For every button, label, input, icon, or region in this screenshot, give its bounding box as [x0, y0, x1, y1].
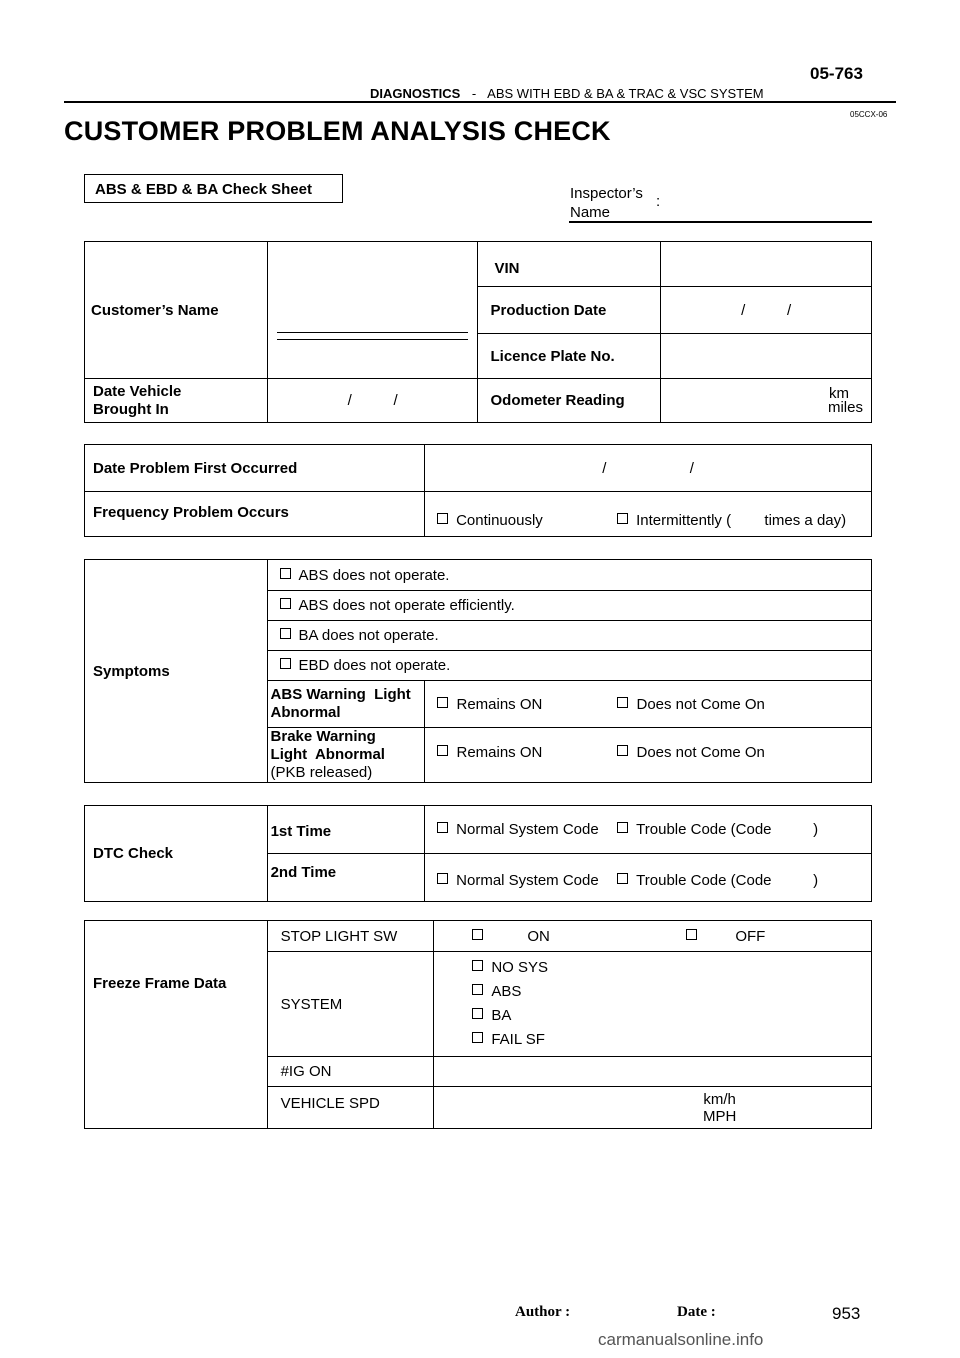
check-sheet-label: ABS & EBD & BA Check Sheet — [84, 174, 343, 203]
odometer-field[interactable] — [661, 379, 872, 423]
date-first-occurred-field[interactable]: / / — [425, 445, 872, 492]
dtc-first-options — [425, 806, 872, 854]
opt-does-not-come-on[interactable] — [617, 744, 764, 761]
trouble-code-label: Trouble Code (Code ) — [636, 821, 819, 838]
trouble-code-label: Trouble Code (Code ) — [636, 872, 819, 889]
symptom-item[interactable] — [267, 591, 871, 621]
dtc-check-table — [84, 805, 872, 902]
ig-on-field[interactable] — [434, 1057, 872, 1087]
checkbox-icon[interactable] — [437, 745, 448, 756]
system-options — [434, 952, 872, 1057]
system-option[interactable] — [472, 1004, 865, 1028]
normal-code-label: Normal System Code — [456, 872, 599, 889]
page-code: 05-763 — [810, 64, 863, 83]
page-number: 953 — [832, 1304, 861, 1323]
date-label: Date : — [677, 1304, 716, 1320]
production-date-field[interactable]: / / — [661, 287, 872, 334]
symptom-text: BA does not operate. — [298, 627, 439, 644]
opt-continuously-label: Continuously — [456, 511, 543, 529]
on-label: ON — [527, 927, 550, 945]
system-option[interactable] — [472, 980, 865, 1004]
unit-km: km — [829, 384, 849, 402]
abs-warning-line1: ABS Warning Light — [270, 686, 411, 703]
problem-occurrence-table — [84, 444, 872, 537]
opt-continuously[interactable] — [431, 512, 617, 529]
symptom-text: ABS does not operate efficiently. — [298, 597, 515, 614]
inspector-name-label — [570, 184, 643, 222]
vehicle-spd-field[interactable] — [434, 1087, 872, 1129]
opt-does-not-come-on[interactable] — [617, 696, 764, 713]
ig-on-label: #IG ON — [267, 1057, 434, 1087]
frequency-field — [425, 492, 872, 537]
brake-warning-line2: Light Abnormal — [270, 746, 385, 763]
freeze-frame-table — [84, 920, 872, 1129]
vehicle-spd-label: VEHICLE SPD — [267, 1087, 434, 1129]
system-option-label: ABS — [491, 983, 522, 1000]
checkbox-icon[interactable] — [472, 984, 483, 995]
checkbox-icon[interactable] — [437, 822, 448, 833]
customer-name-field[interactable] — [267, 242, 478, 379]
inspector-name-field[interactable] — [569, 221, 872, 223]
checkbox-icon[interactable] — [437, 513, 448, 524]
customer-info-table — [84, 241, 872, 423]
watermark: carmanualsonline.info — [598, 1330, 764, 1349]
doc-id: 05CCX-06 — [850, 110, 888, 119]
opt-remains-on[interactable] — [431, 696, 617, 713]
inspector-label-line1: Inspector’s — [570, 185, 643, 202]
opt-trouble-code[interactable] — [617, 821, 818, 838]
does-not-come-on-label: Does not Come On — [636, 695, 765, 713]
stop-light-label: STOP LIGHT SW — [267, 921, 434, 952]
abs-warning-line2: Abnormal — [270, 704, 341, 721]
does-not-come-on-label: Does not Come On — [636, 744, 765, 761]
checkbox-icon[interactable] — [472, 1008, 483, 1019]
symptom-item[interactable] — [267, 621, 871, 651]
page-title: CUSTOMER PROBLEM ANALYSIS CHECK — [64, 116, 611, 146]
remains-on-label: Remains ON — [456, 744, 543, 761]
opt-trouble-code[interactable] — [617, 872, 818, 889]
checkbox-icon[interactable] — [617, 873, 628, 884]
brake-warning-line1: Brake Warning — [270, 728, 376, 745]
production-date-label: Production Date — [478, 287, 661, 334]
vin-label: VIN — [478, 242, 661, 287]
section-name: DIAGNOSTICS — [370, 86, 461, 101]
inspector-label-line2: Name — [570, 204, 611, 221]
double-rule — [277, 332, 469, 340]
checkbox-icon[interactable] — [437, 873, 448, 884]
system-option-label: BA — [491, 1007, 512, 1024]
checkbox-icon[interactable] — [280, 568, 291, 579]
date-brought-line1: Date Vehicle — [93, 382, 182, 400]
checkbox-icon[interactable] — [437, 697, 448, 708]
normal-code-label: Normal System Code — [456, 821, 599, 838]
checkbox-icon[interactable] — [280, 598, 291, 609]
vin-field[interactable] — [661, 242, 872, 287]
header-separator: - — [471, 86, 477, 101]
licence-plate-field[interactable] — [661, 334, 872, 379]
unit-mph: MPH — [702, 1107, 737, 1125]
system-label: SYSTEM — [267, 952, 434, 1057]
customer-name-label: Customer’s Name — [85, 242, 268, 379]
licence-plate-label: Licence Plate No. — [478, 334, 661, 379]
system-option[interactable] — [472, 1028, 865, 1052]
date-brought-in-field[interactable]: / / — [267, 379, 478, 423]
date-brought-in-label — [85, 379, 268, 423]
dtc-first-time-label: 1st Time — [267, 806, 425, 854]
brake-warning-options — [425, 728, 872, 783]
header-section-line — [370, 86, 764, 101]
system-option-label: NO SYS — [491, 959, 548, 976]
opt-intermittently-label: Intermittently ( times a day) — [636, 511, 847, 529]
checkbox-icon[interactable] — [472, 960, 483, 971]
inspector-colon: : — [656, 193, 661, 210]
opt-on[interactable] — [472, 928, 686, 945]
symptom-text: ABS does not operate. — [298, 566, 450, 584]
unit-miles: miles — [827, 398, 863, 416]
stop-light-options — [434, 921, 872, 952]
checkbox-icon[interactable] — [280, 628, 291, 639]
odometer-label: Odometer Reading — [478, 379, 661, 423]
checkbox-icon[interactable] — [280, 658, 291, 669]
frequency-label: Frequency Problem Occurs — [85, 492, 425, 537]
checkbox-icon[interactable] — [617, 513, 628, 524]
symptom-text: EBD does not operate. — [298, 657, 451, 674]
checkbox-icon[interactable] — [686, 929, 697, 940]
opt-normal-code[interactable] — [431, 821, 617, 838]
opt-normal-code[interactable] — [431, 872, 617, 889]
abs-warning-options — [425, 681, 872, 728]
dtc-second-options — [425, 854, 872, 902]
opt-off[interactable] — [686, 928, 765, 945]
author-label: Author : — [515, 1304, 571, 1320]
system-option-label: FAIL SF — [491, 1031, 545, 1048]
subsection-name: ABS WITH EBD & BA & TRAC & VSC SYSTEM — [487, 86, 764, 101]
remains-on-label: Remains ON — [456, 695, 543, 713]
opt-intermittently[interactable] — [617, 512, 846, 529]
symptom-item[interactable] — [267, 651, 871, 681]
header-rule — [64, 101, 896, 103]
off-label: OFF — [735, 927, 766, 945]
unit-kmh: km/h — [703, 1090, 736, 1108]
system-option[interactable] — [472, 956, 865, 980]
date-brought-line2: Brought In — [93, 400, 169, 418]
brake-warning-label — [267, 728, 425, 783]
checkbox-icon[interactable] — [617, 745, 628, 756]
abs-warning-label — [267, 681, 425, 728]
opt-remains-on[interactable] — [431, 744, 617, 761]
date-first-occurred-label: Date Problem First Occurred — [85, 445, 425, 492]
checkbox-icon[interactable] — [617, 822, 628, 833]
dtc-check-label: DTC Check — [85, 806, 268, 902]
symptoms-table — [84, 559, 872, 783]
symptoms-label: Symptoms — [85, 560, 268, 783]
checkbox-icon[interactable] — [617, 697, 628, 708]
brake-warning-line3: (PKB released) — [270, 764, 373, 781]
symptom-item[interactable] — [267, 560, 871, 591]
checkbox-icon[interactable] — [472, 1032, 483, 1043]
checkbox-icon[interactable] — [472, 929, 483, 940]
dtc-second-time-label: 2nd Time — [267, 854, 425, 902]
freeze-frame-label: Freeze Frame Data — [85, 921, 268, 1129]
